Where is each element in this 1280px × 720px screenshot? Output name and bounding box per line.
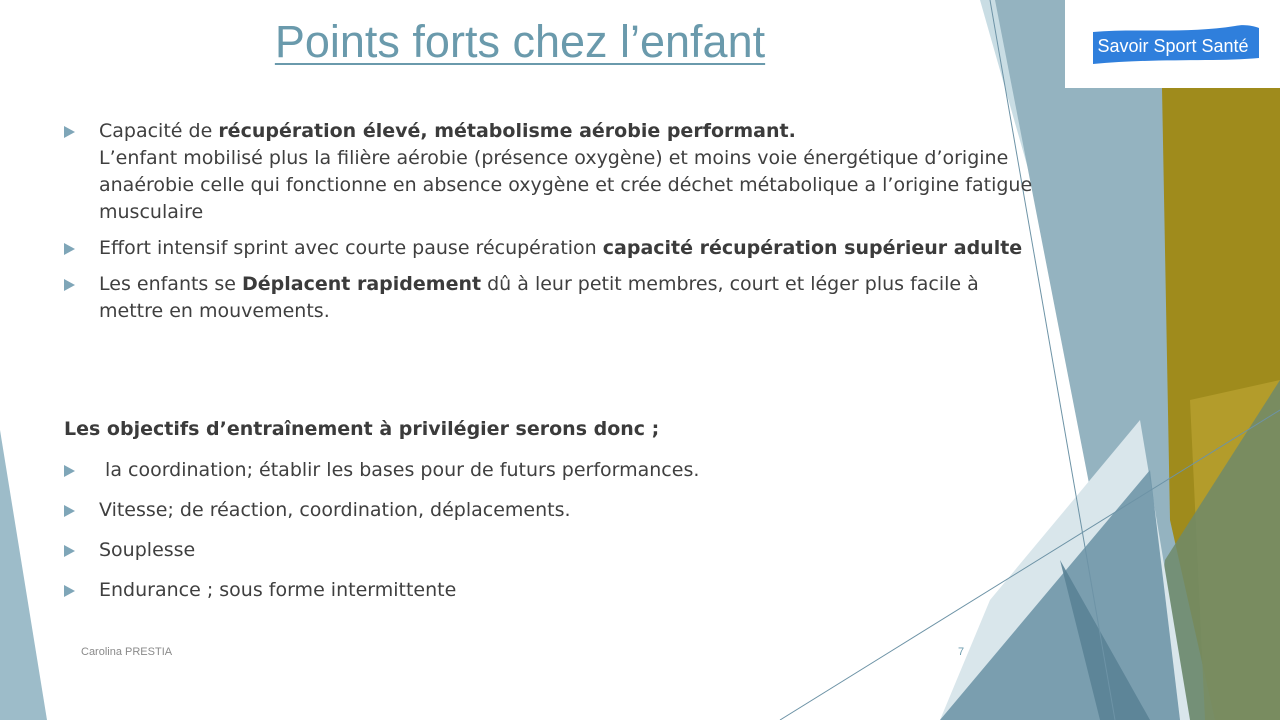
bullet-triangle-icon bbox=[64, 243, 75, 255]
key-point-bold: récupération élevé, métabolisme aérobie performant. bbox=[218, 120, 796, 142]
key-point-text: Capacité de bbox=[99, 120, 219, 142]
key-point-detail: L’enfant mobilisé plus la filière aérobie (présence oxygène) et moins voie énergétique d’origine anaérobie celle qui fonctionne en absence oxygène et crée déchet métabolique a l’origine fatigue musculaire bbox=[99, 147, 1033, 223]
slide-title: Points forts chez l’enfant bbox=[274, 16, 766, 67]
bullet-triangle-icon bbox=[64, 505, 75, 517]
bullet-triangle-icon bbox=[64, 279, 75, 291]
key-point-bold: capacité récupération supérieur adulte bbox=[602, 237, 1023, 259]
svg-text:Savoir Sport Santé: Savoir Sport Santé bbox=[1097, 36, 1249, 56]
objective-text: Endurance ; sous forme intermittente bbox=[99, 579, 457, 601]
key-point-recovery bbox=[64, 118, 1039, 226]
bullet-triangle-icon bbox=[64, 126, 75, 138]
bullet-triangle-icon bbox=[64, 545, 75, 557]
key-point-text: Les enfants se bbox=[99, 273, 243, 295]
page-number: 7 bbox=[958, 646, 965, 658]
objective-text: la coordination; établir les bases pour de futurs performances. bbox=[99, 459, 700, 481]
savoir-sport-sante-logo bbox=[1065, 0, 1280, 88]
objective-item-endurance bbox=[64, 577, 1039, 604]
objectives-heading: Les objectifs d’entraînement à privilégier serons donc ; bbox=[64, 418, 660, 440]
left-teal-triangle bbox=[0, 430, 47, 720]
objective-text: Souplesse bbox=[99, 539, 196, 561]
objective-item-coordination bbox=[64, 457, 1039, 484]
objective-item-speed bbox=[64, 497, 1039, 524]
bullet-triangle-icon bbox=[64, 465, 75, 477]
key-point-text-end: dû à leur petit membres, court et léger plus facile à mettre en mouvements. bbox=[99, 273, 979, 322]
key-point-effort bbox=[64, 235, 1039, 262]
objective-item-flexibility bbox=[64, 537, 1039, 564]
objective-text: Vitesse; de réaction, coordination, déplacements. bbox=[99, 499, 571, 521]
logo-area bbox=[1065, 0, 1280, 88]
objectives-list bbox=[64, 457, 1039, 604]
footer-author: Carolina PRESTIA bbox=[81, 646, 173, 658]
bullet-triangle-icon bbox=[64, 585, 75, 597]
key-point-movement bbox=[64, 271, 1039, 325]
key-point-text: Effort intensif sprint avec courte pause récupération bbox=[99, 237, 603, 259]
key-points-list bbox=[64, 118, 1039, 325]
key-point-bold: Déplacent rapidement bbox=[242, 273, 482, 295]
